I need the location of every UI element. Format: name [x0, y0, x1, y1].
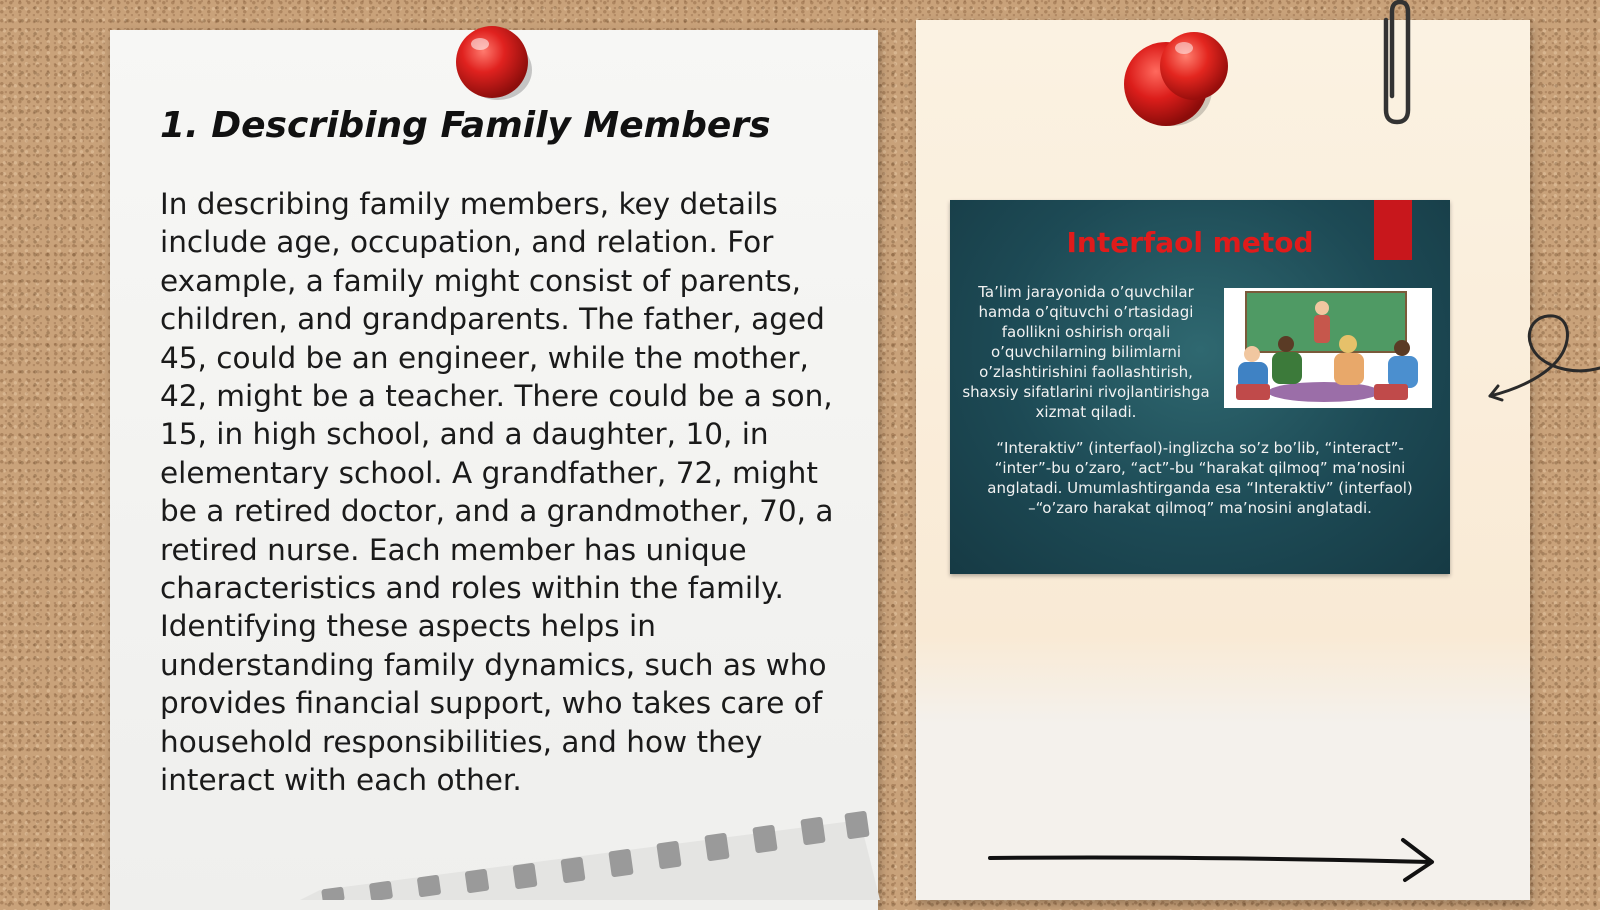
torn-edge-decoration — [300, 800, 880, 900]
doodle-arrow-icon — [1480, 310, 1600, 410]
slide-paragraph-2: “Interaktiv” (interfaol)-inglizcha so’z bo’lib, “interact”- “inter”-bu o’zaro, “act”-bu “harakat qilmoq” ma’nosini anglatadi. Umumlashtirganda esa “Interaktiv” (interfaol) –“o’zaro harakat qilmoq” ma’nosini anglatadi. — [987, 439, 1413, 517]
slide-paragraph-1: Ta’lim jarayonida o’quvchilar hamda o’qituvchi o’rtasidagi faollikni oshirish orqali o’quvchilarning bilimlarni o’zlashtirishini faollashtirish, shaxsiy sifatlarini rivojlantirishga xizmat qiladi. — [962, 283, 1210, 421]
classroom-illustration — [1224, 288, 1432, 408]
arrow-right-icon — [985, 834, 1445, 884]
section-heading: 1. Describing Family Members — [160, 105, 771, 146]
paper-clip-icon — [1372, 0, 1422, 126]
push-pin-icon — [1122, 28, 1240, 136]
section-body-text: In describing family members, key details include age, occupation, and relation. For example, a family might consist of parents, children, and grandparents. The father, aged 45, could be an engineer, while the mother, 42, might be a teacher. There could be a son, 15, in high school, and a daughter, 10, in elementary school. A grandfather, 72, might be a retired doctor, and a grandmother, 70, a retired nurse. Each member has unique characteristics and roles within the family. Identifying these aspects helps in understanding family dynamics, such as who provides financial support, who takes care of household responsibilities, and how they interact with each other. — [160, 187, 834, 798]
classroom-illustration-svg — [1224, 288, 1432, 408]
slide-title: Interfaol metod — [1066, 226, 1314, 259]
push-pin-icon — [452, 22, 534, 104]
embedded-slide — [950, 200, 1450, 574]
